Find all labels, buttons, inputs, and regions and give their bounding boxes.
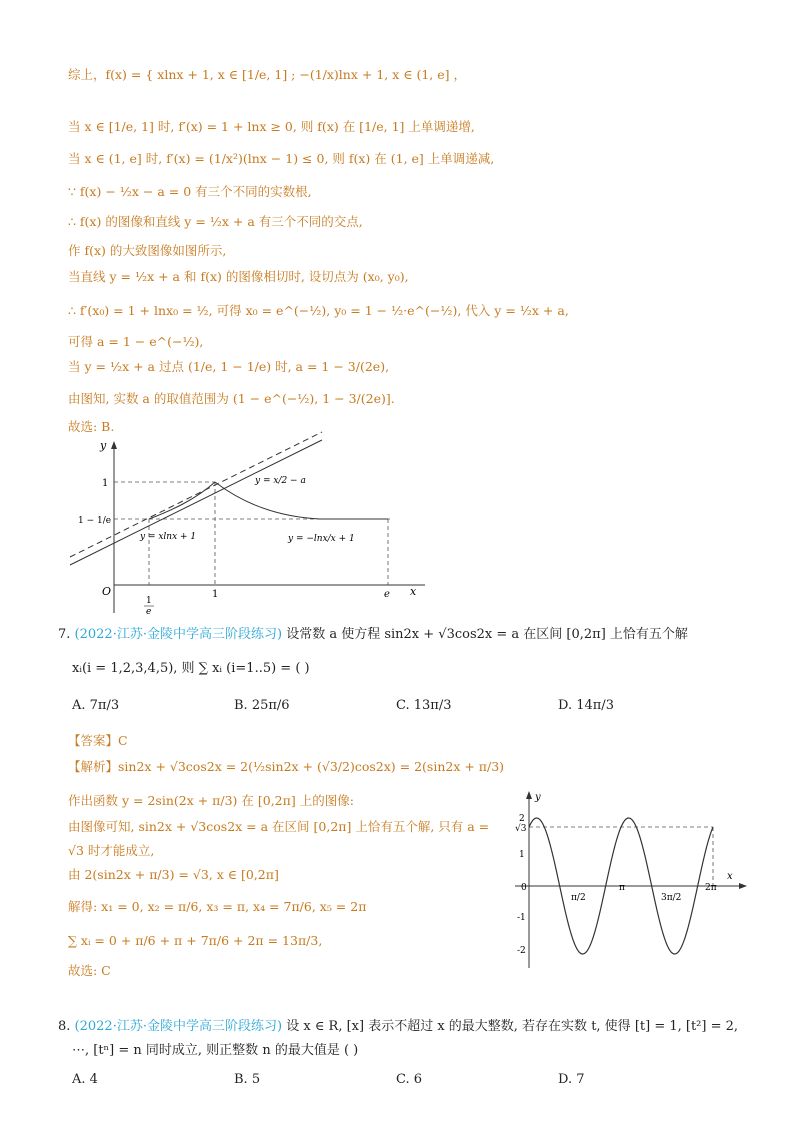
tick-1e-num: 1 xyxy=(146,596,152,606)
solution-line-2: 当 x ∈ [1/e, 1] 时, f′(x) = 1 + lnx ≥ 0, 则 f(x) 在 [1/e, 1] 上单调递增, xyxy=(68,119,475,134)
graph-piecewise xyxy=(60,435,440,615)
q7-analysis-1: 作出函数 y = 2sin(2x + π/3) 在 [0,2π] 上的图像: xyxy=(68,793,354,808)
solution-line-3: 当 x ∈ (1, e] 时, f′(x) = (1/x²)(lnx − 1) ≤ 0, 则 f(x) 在 (1, e] 上单调递减, xyxy=(68,151,495,166)
q8-stem1: 设 x ∈ R, [x] 表示不超过 x 的最大整数, 若存在实数 t, 使得 [t] = 1, [t²] = 2, xyxy=(286,1019,739,1034)
tick-1e-den: e xyxy=(146,607,152,617)
curve-lower xyxy=(149,482,215,519)
q7-stem1: 设常数 a 使方程 sin2x + √3cos2x = a 在区间 [0,2π] 上恰有五个解 xyxy=(286,627,688,642)
tick-e: e xyxy=(384,589,390,600)
ytick-1: 1 xyxy=(519,850,525,860)
tangent-line xyxy=(70,440,322,565)
q7-analysis-2: 由图像可知, sin2x + √3cos2x = a 在区间 [0,2π] 上恰有五个解, 只有 a = xyxy=(68,819,490,834)
x-axis-label: x xyxy=(410,585,417,598)
y-axis-label: y xyxy=(100,439,107,452)
solution-line-9: 可得 a = 1 − e^(−½), xyxy=(68,334,204,349)
q7-answer: 【答案】C xyxy=(68,733,128,748)
solution-line-4: ∵ f(x) − ½x − a = 0 有三个不同的实数根, xyxy=(68,184,312,199)
q8-number: 8. xyxy=(58,1019,71,1034)
q7-analysis-3: √3 时才能成立, xyxy=(68,843,155,858)
q7-option-d[interactable]: D. 14π/3 xyxy=(558,698,614,713)
graph-sine xyxy=(505,790,755,970)
tick-1-minus-1e: 1 − 1/e xyxy=(78,516,112,526)
xtick-pi2: π/2 xyxy=(571,893,586,903)
solution-line-5: ∴ f(x) 的图像和直线 y = ½x + a 有三个不同的交点, xyxy=(68,214,363,229)
q7-analysis-4: 由 2(sin2x + π/3) = √3, x ∈ [0,2π] xyxy=(68,867,279,882)
ytick-sqrt3: √3 xyxy=(515,824,527,834)
ytick-neg1: -1 xyxy=(517,913,526,923)
xtick-2pi: 2π xyxy=(705,883,717,893)
q8-option-b[interactable]: B. 5 xyxy=(234,1072,261,1087)
q8-option-c[interactable]: C. 6 xyxy=(396,1072,423,1087)
q7-analysis-5: 解得: x₁ = 0, x₂ = π/6, x₃ = π, x₄ = 7π/6, x₅ = 2π xyxy=(68,899,367,914)
q7-number: 7. xyxy=(58,627,71,642)
label-upper: y = −lnx/x + 1 xyxy=(288,534,355,544)
q7-option-a[interactable]: A. 7π/3 xyxy=(72,698,120,713)
label-line: y = x/2 − a xyxy=(255,476,306,486)
solution-line-1: 综上，f(x) = { xlnx + 1, x ∈ [1/e, 1] ; −(1/x)lnx + 1, x ∈ (1, e] ， xyxy=(68,67,466,82)
q7-analysis-6: ∑ xᵢ = 0 + π/6 + π + 7π/6 + 2π = 13π/3, xyxy=(68,933,323,948)
q8-source: (2022·江苏·金陵中学高三阶段练习) xyxy=(74,1019,283,1034)
solution-line-6: 作 f(x) 的大致图像如图所示, xyxy=(68,243,227,258)
solution-line-11: 由图知, 实数 a 的取值范围为 (1 − e^(−½), 1 − 3/(2e)]. xyxy=(68,391,395,406)
tick-1-y: 1 xyxy=(102,478,109,489)
q7-source: (2022·江苏·金陵中学高三阶段练习) xyxy=(74,627,283,642)
xtick-3pi2: 3π/2 xyxy=(661,893,682,903)
q7-option-b[interactable]: B. 25π/6 xyxy=(234,698,290,713)
ytick-neg2: -2 xyxy=(517,946,526,956)
solution-line-10: 当 y = ½x + a 过点 (1/e, 1 − 1/e) 时, a = 1 − 3/(2e), xyxy=(68,359,390,374)
ytick-2: 2 xyxy=(519,814,525,824)
tick-1-x: 1 xyxy=(212,589,219,600)
solution-line-8: ∴ f′(x₀) = 1 + lnx₀ = ½, 可得 x₀ = e^(−½), y₀ = 1 − ½·e^(−½), 代入 y = ½x + a, xyxy=(68,303,569,318)
q8-option-a[interactable]: A. 4 xyxy=(72,1072,98,1087)
q7-analysis-7: 故选: C xyxy=(68,963,111,978)
origin-label: O xyxy=(102,585,112,598)
q7-analysis-head: 【解析】sin2x + √3cos2x = 2(½sin2x + (√3/2)cos2x) = 2(sin2x + π/3) xyxy=(68,759,505,774)
q8-stem-line1 xyxy=(58,1018,738,1036)
q7-stem-line2: xᵢ(i = 1,2,3,4,5), 则 ∑ xᵢ (i=1..5) = ( ) xyxy=(72,661,310,676)
origin-label-2: 0 xyxy=(521,883,527,893)
q7-stem-line1 xyxy=(58,626,688,644)
curve-upper xyxy=(215,482,388,519)
x-axis-label-2: x xyxy=(727,871,733,882)
xtick-pi: π xyxy=(619,883,625,893)
y-axis-label-2: y xyxy=(535,792,541,803)
q7-option-c[interactable]: C. 13π/3 xyxy=(396,698,452,713)
solution-line-7: 当直线 y = ½x + a 和 f(x) 的图像相切时, 设切点为 (x₀, y₀), xyxy=(68,269,409,284)
solution-line-12: 故选: B. xyxy=(68,419,115,434)
q8-stem-line2: ⋯, [tⁿ] = n 同时成立, 则正整数 n 的最大值是 ( ) xyxy=(72,1043,359,1058)
q8-option-d[interactable]: D. 7 xyxy=(558,1072,585,1087)
label-lower: y = xlnx + 1 xyxy=(140,532,197,542)
